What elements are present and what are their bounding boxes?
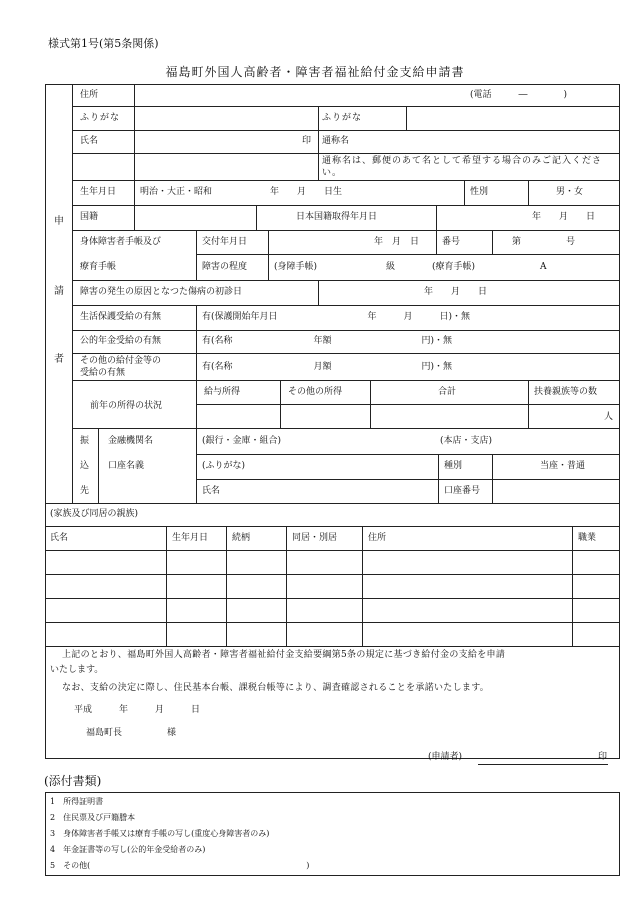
pension-label: 公的年金受給の有無 [80,336,162,346]
family-header-occupation: 職業 [578,533,597,543]
name-label: 氏名 [80,136,99,146]
handbook-label-2: 療育手帳 [80,262,117,272]
grade-label: 級 [386,262,396,272]
dependents-unit: 人 [604,412,614,422]
other-benefit-label-2: 受給の有無 [80,368,126,378]
attachment-item-1: 1 所得証明書 [50,797,104,806]
holder-label: 口座名義 [108,461,145,471]
holder-name-label: 氏名 [202,486,221,496]
applicant-seal: 印 [598,752,608,762]
issue-date-label: 交付年月日 [202,237,248,247]
attachments-title: (添付書類) [44,774,102,788]
applicant-label-3: 者 [54,354,64,365]
holder-furigana-label: (ふりがな) [202,461,246,471]
transfer-label-3: 先 [80,486,90,496]
first-exam-ymd[interactable]: 年 月 日 [424,287,488,297]
application-date[interactable]: 平成 年 月 日 [74,705,201,715]
income-header-total: 合計 [438,387,457,397]
form-number: 様式第1号(第5条関係) [48,37,159,50]
branch-options[interactable]: (本店・支店) [440,436,493,446]
attachment-item-5: 5 その他( ) [50,861,310,870]
account-number-label: 口座番号 [444,486,481,496]
income-header-salary: 給与所得 [204,387,241,397]
transfer-label-2: 込 [80,461,90,471]
nationality-label: 国籍 [80,212,99,222]
issue-date-ymd[interactable]: 年 月 日 [374,237,420,247]
account-kind-options[interactable]: 当座・普通 [540,461,586,471]
livelihood-label: 生活保護受給の有無 [80,312,162,322]
transfer-label-1: 振 [80,436,90,446]
family-header-address: 住所 [368,533,387,543]
family-caption: (家族及び同居の親族) [50,509,139,519]
attachment-item-2: 2 住民票及び戸籍謄本 [50,813,136,822]
declaration-line-1: 上記のとおり、福島町外国人高齢者・障害者福祉給付金支給要綱第5条の規定に基づき給付金の支給を申請 [62,650,506,660]
attachment-item-4: 4 年金証書等の写し(公的年金受給者のみ) [50,845,206,854]
other-benefit-label-1: その他の給付金等の [80,356,162,366]
sex-label: 性別 [470,187,489,197]
family-header-cohabit: 同居・別居 [292,533,338,543]
declaration-line-2: いたします。 [50,665,104,675]
attachment-item-3: 3 身体障害者手帳又は療育手帳の写し(重度心身障害者のみ) [50,829,270,838]
family-header-name: 氏名 [50,533,69,543]
declaration-consent: なお、支給の決定に際し、住民基本台帳、課税台帳等により、調査確認されることを承諾いたします。 [62,683,490,693]
family-header-relation: 続柄 [232,533,251,543]
mayor-address: 福島町長 様 [86,728,177,738]
number-value[interactable]: 第 号 [512,237,576,247]
birthdate-ymd[interactable]: 年 月 日生 [270,187,343,197]
income-header-other: その他の所得 [288,387,343,397]
first-exam-label: 障害の発生の原因となつた傷病の初診日 [80,287,243,297]
account-kind-label: 種別 [444,461,463,471]
furigana-label: ふりがな [80,113,121,123]
pension-value[interactable]: 有(名称 年額 円)・無 [202,336,453,346]
applicant-label-2: 請 [54,286,64,297]
degree-label: 障害の程度 [202,262,248,272]
alias-note: 通称名は、郵便のあて名として希望する場合のみご記入ください。 [322,156,603,178]
birthdate-label: 生年月日 [80,187,117,197]
family-header-birth: 生年月日 [172,533,209,543]
alias-furigana-label: ふりがな [322,113,363,123]
jp-nationality-label: 日本国籍取得年月日 [296,212,378,222]
telephone-field[interactable]: (電話 ― ) [470,90,568,100]
number-label: 番号 [442,237,461,247]
physical-handbook: (身障手帳) [274,262,318,272]
income-label: 前年の所得の状況 [90,401,163,411]
applicant-signature-label: (申請者) [428,752,463,762]
applicant-label-1: 申 [54,216,64,227]
era-options[interactable]: 明治・大正・昭和 [140,187,213,197]
ryoiku-grade[interactable]: A [540,262,547,272]
address-label: 住所 [80,90,99,100]
livelihood-value[interactable]: 有(保護開始年月日 年 月 日)・無 [202,312,471,322]
alias-label: 通称名 [322,136,350,146]
bank-type-options[interactable]: (銀行・金庫・組合) [202,436,282,446]
jp-nationality-ymd[interactable]: 年 月 日 [532,212,596,222]
sex-options[interactable]: 男・女 [556,187,584,197]
other-benefit-value[interactable]: 有(名称 月額 円)・無 [202,362,453,372]
income-header-dependents: 扶養親族等の数 [534,387,598,397]
seal-mark: 印 [302,136,312,146]
bank-label: 金融機関名 [108,436,154,446]
ryoiku-handbook: (療育手帳) [432,262,476,272]
page-title: 福島町外国人高齢者・障害者福祉給付金支給申請書 [165,65,465,79]
handbook-label-1: 身体障害者手帳及び [80,237,162,247]
